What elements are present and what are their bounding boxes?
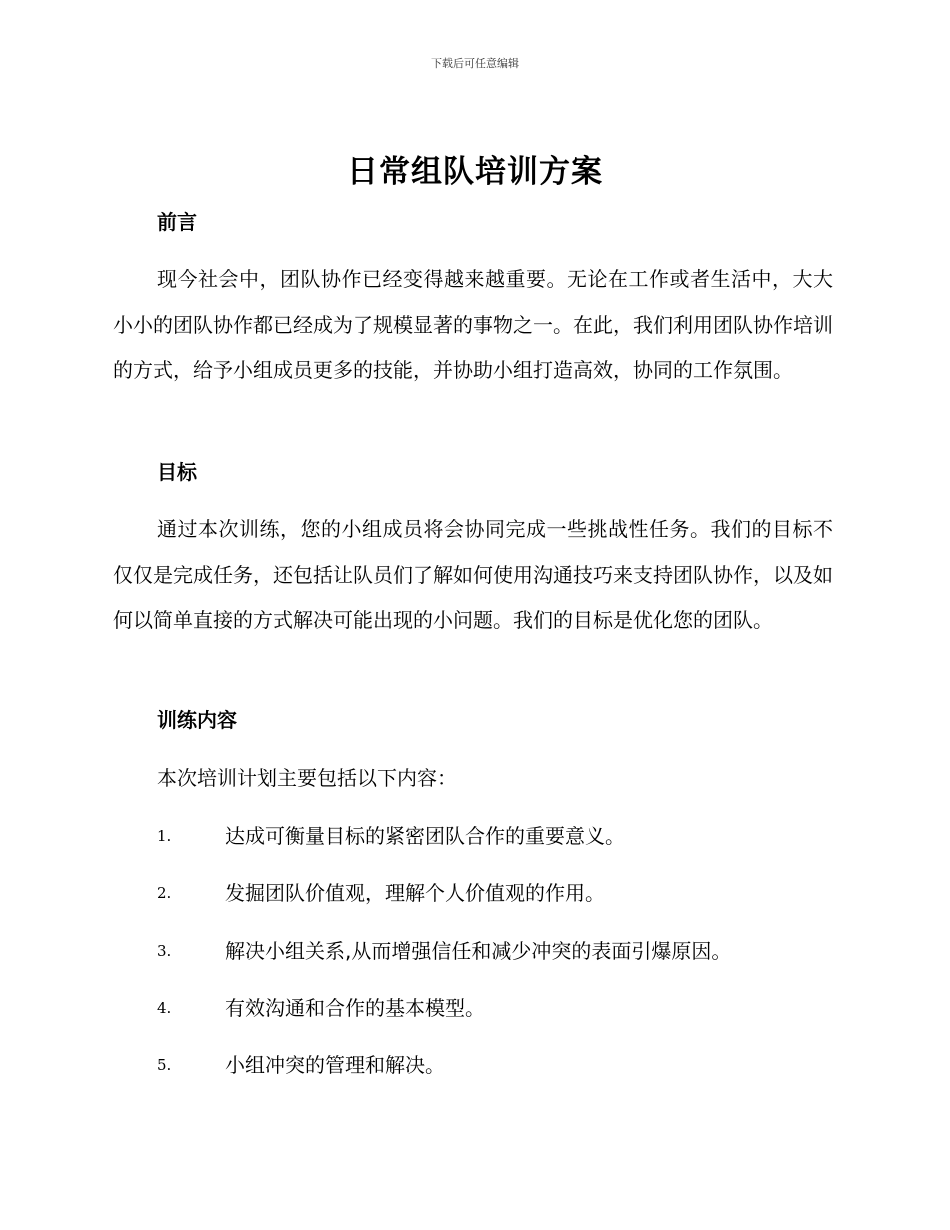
list-item-number: 5. <box>157 1056 172 1074</box>
section-body-goal: 通过本次训练，您的小组成员将会协同完成一些挑战性任务。我们的目标不仅仅是完成任务，还包括让队员们了解如何使用沟通技巧来支持团队协作，以及如何以简单直接的方式解决可能出现的小问题。我们的目标是优化您的团队。 <box>113 517 833 632</box>
list-item-text: 达成可衡量目标的紧密团队合作的重要意义。 <box>225 824 625 848</box>
list-item-text: 有效沟通和合作的基本模型。 <box>225 996 485 1020</box>
section-heading-training-content: 训练内容 <box>157 708 237 732</box>
list-item <box>157 994 857 1022</box>
list-item-number: 3. <box>157 942 172 960</box>
list-item-number: 2. <box>157 884 172 902</box>
section-body-preface: 现今社会中，团队协作已经变得越来越重要。无论在工作或者生活中，大大小小的团队协作都已经成为了规模显著的事物之一。在此，我们利用团队协作培训的方式，给予小组成员更多的技能，并协助小组打造高效，协同的工作氛围。 <box>113 267 833 382</box>
list-item <box>157 879 857 907</box>
section-intro-training-content: 本次培训计划主要包括以下内容： <box>157 766 457 790</box>
header-note: 下载后可任意编辑 <box>431 57 519 70</box>
section-heading-preface: 前言 <box>157 210 197 234</box>
list-item-text: 小组冲突的管理和解决。 <box>225 1053 445 1077</box>
document-title: 日常组队培训方案 <box>347 154 603 190</box>
list-item <box>157 822 857 850</box>
list-item <box>157 1051 857 1079</box>
list-item-text: 发掘团队价值观，理解个人价值观的作用。 <box>225 881 605 905</box>
section-heading-goal: 目标 <box>157 460 197 484</box>
list-item <box>157 937 857 965</box>
list-item-number: 4. <box>157 999 172 1017</box>
list-item-text: 解决小组关系,从而增强信任和减少冲突的表面引爆原因。 <box>225 939 732 963</box>
list-item-number: 1. <box>157 827 172 845</box>
